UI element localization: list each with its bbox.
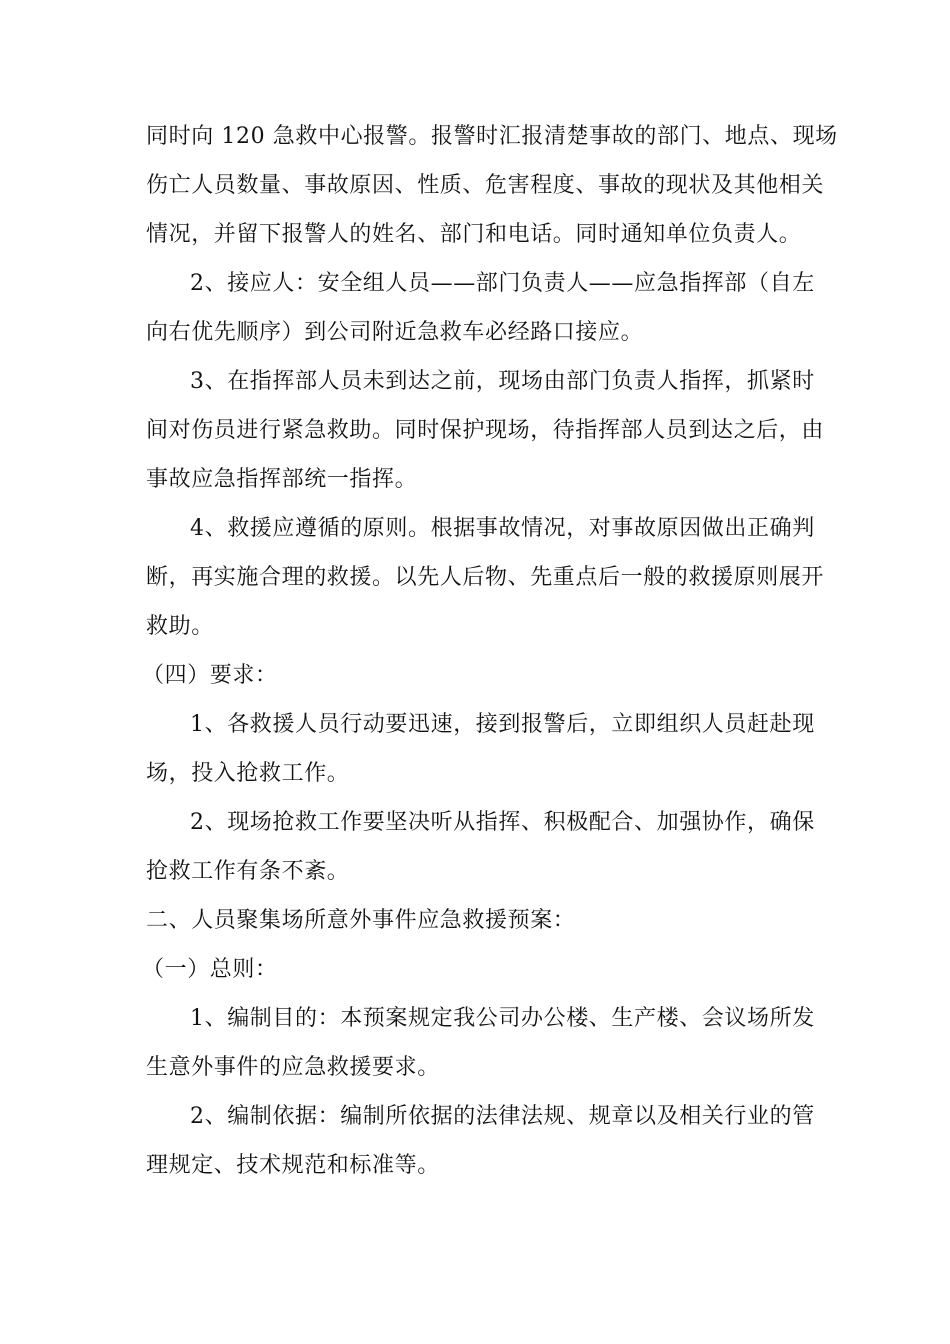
text-line: 间对伤员进行紧急救助。同时保护现场，待指挥部人员到达之后，由 xyxy=(146,418,825,443)
text-line: 向右优先顺序）到公司附近急救车必经路口接应。 xyxy=(146,320,644,345)
text-line: 情况，并留下报警人的姓名、部门和电话。同时通知单位负责人。 xyxy=(146,222,802,247)
text-line: 同时向 120 急救中心报警。报警时汇报清楚事故的部门、地点、现场 xyxy=(146,124,838,149)
section-heading: （四）要求： xyxy=(142,663,278,688)
text-line: 事故应急指挥部统一指挥。 xyxy=(146,467,418,492)
paragraph-start-line: 4、救援应遵循的原则。根据事故情况，对事故原因做出正确判 xyxy=(190,516,815,541)
paragraph-start-line: 2、编制依据：编制所依据的法律法规、规章以及相关行业的管 xyxy=(190,1104,815,1129)
paragraph-start-line: 2、接应人：安全组人员——部门负责人——应急指挥部（自左 xyxy=(190,271,815,296)
paragraph-start-line: 2、现场抢救工作要坚决听从指挥、积极配合、加强协作，确保 xyxy=(190,810,815,835)
text-line: 场，投入抢救工作。 xyxy=(146,761,350,786)
text-line: 生意外事件的应急救援要求。 xyxy=(146,1055,440,1080)
text-line: 断，再实施合理的救援。以先人后物、先重点后一般的救援原则展开 xyxy=(146,565,825,590)
paragraph-start-line: 3、在指挥部人员未到达之前，现场由部门负责人指挥，抓紧时 xyxy=(190,369,815,394)
text-line: 抢救工作有条不紊。 xyxy=(146,859,350,884)
paragraph-start-line: 1、编制目的：本预案规定我公司办公楼、生产楼、会议场所发 xyxy=(190,1006,815,1031)
section-heading: （一）总则： xyxy=(142,957,278,982)
text-line: 救助。 xyxy=(146,614,214,639)
text-line: 理规定、技术规范和标准等。 xyxy=(146,1153,440,1178)
text-line: 伤亡人员数量、事故原因、性质、危害程度、事故的现状及其他相关 xyxy=(146,173,825,198)
paragraph-start-line: 1、各救援人员行动要迅速，接到报警后，立即组织人员赶赴现 xyxy=(190,712,815,737)
section-title: 二、人员聚集场所意外事件应急救援预案： xyxy=(146,908,576,933)
